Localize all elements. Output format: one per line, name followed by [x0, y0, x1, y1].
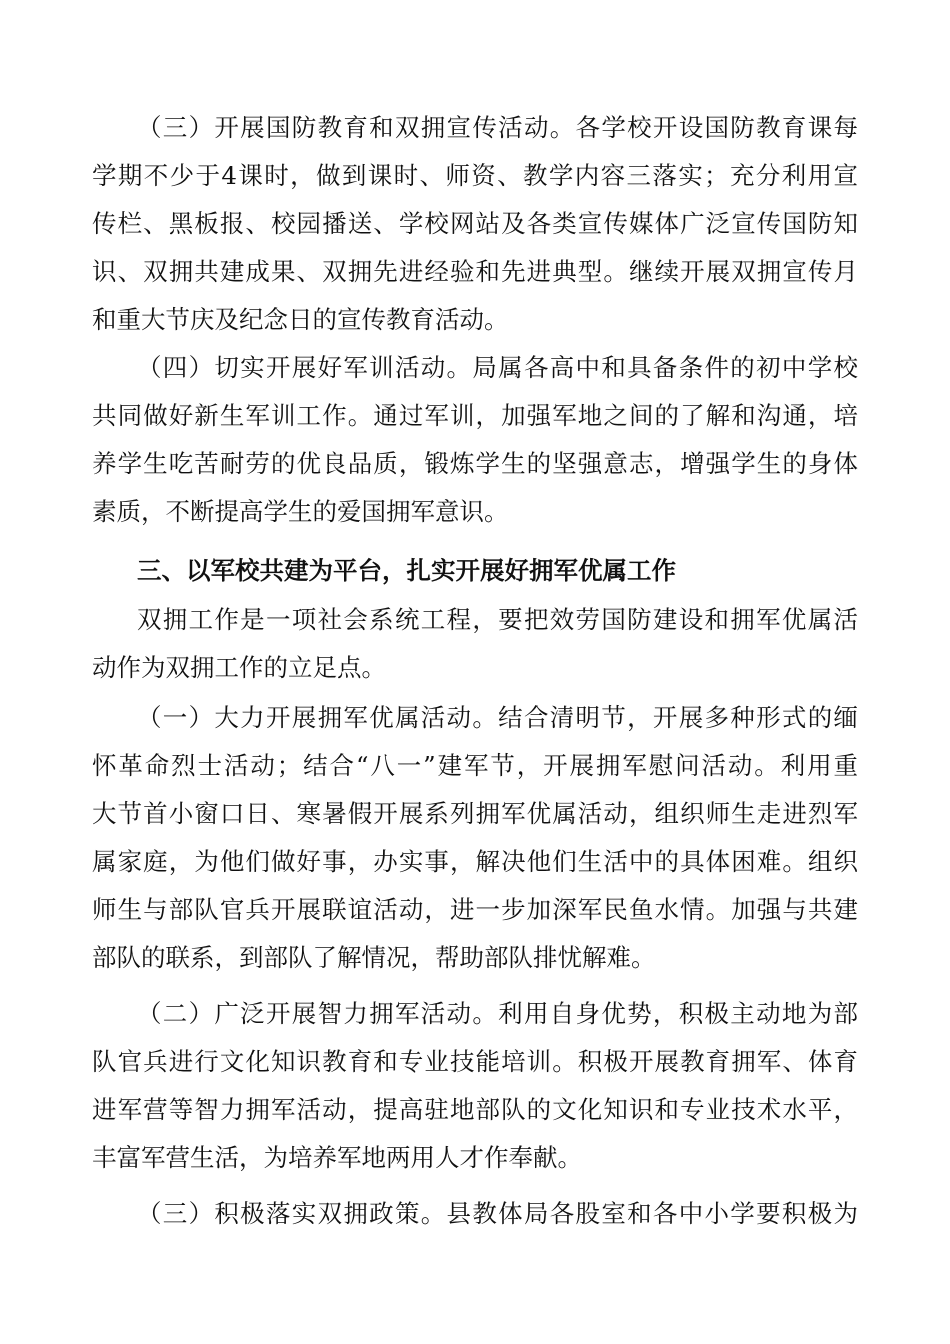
paragraph-3-line-4: 识、双拥共建成果、双拥先进经验和先进典型。继续开展双拥宣传月 — [92, 257, 858, 286]
item-2-line-2: 队官兵进行文化知识教育和专业技能培训。积极开展教育拥军、体育 — [92, 1047, 858, 1076]
item-1-line-6: 部队的联系，到部队了解情况，帮助部队排忧解难。 — [92, 943, 656, 972]
paragraph-4-line-3: 养学生吃苦耐劳的优良品质，锻炼学生的坚强意志，增强学生的身体 — [92, 449, 858, 478]
intro-paragraph-line-2: 动作为双拥工作的立足点。 — [92, 653, 386, 682]
item-2-line-4: 丰富军营生活，为培养军地两用人才作奉献。 — [92, 1143, 582, 1172]
item-1-line-5: 师生与部队官兵开展联谊活动，进一步加深军民鱼水情。加强与共建 — [92, 895, 858, 924]
paragraph-4-line-4: 素质，不断提高学生的爱国拥军意识。 — [92, 497, 509, 526]
paragraph-3-line-1: （三）开展国防教育和双拥宣传活动。各学校开设国防教育课每 — [137, 113, 858, 142]
item-2-line-1: （二）广泛开展智力拥军活动。利用自身优势，积极主动地为部 — [137, 999, 858, 1028]
item-1-line-2: 怀革命烈士活动；结合“八一”建军节，开展拥军慰问活动。利用重 — [92, 751, 858, 780]
paragraph-4-line-1: （四）切实开展好军训活动。局属各高中和具备条件的初中学校 — [137, 353, 858, 382]
item-2-line-3: 进军营等智力拥军活动，提高驻地部队的文化知识和专业技术水平， — [92, 1095, 858, 1124]
paragraph-3-line-3: 传栏、黑板报、校园播送、学校网站及各类宣传媒体广泛宣传国防知 — [92, 209, 858, 238]
paragraph-4-line-2: 共同做好新生军训工作。通过军训，加强军地之间的了解和沟通，培 — [92, 401, 858, 430]
section-heading: 三、以军校共建为平台，扎实开展好拥军优属工作 — [137, 556, 676, 585]
item-1-line-4: 属家庭，为他们做好事，办实事，解决他们生活中的具体困难。组织 — [92, 847, 858, 876]
item-1-line-1: （一）大力开展拥军优属活动。结合清明节，开展多种形式的缅 — [137, 703, 858, 732]
intro-paragraph-line-1: 双拥工作是一项社会系统工程，要把效劳国防建设和拥军优属活 — [137, 605, 858, 634]
paragraph-3-line-5: 和重大节庆及纪念日的宣传教育活动。 — [92, 305, 509, 334]
item-3-line-1: （三）积极落实双拥政策。县教体局各股室和各中小学要积极为 — [137, 1199, 858, 1228]
paragraph-3-line-2: 学期不少于4课时，做到课时、师资、教学内容三落实；充分利用宣 — [92, 161, 858, 190]
item-1-line-3: 大节首小窗口日、寒暑假开展系列拥军优属活动，组织师生走进烈军 — [92, 799, 858, 828]
